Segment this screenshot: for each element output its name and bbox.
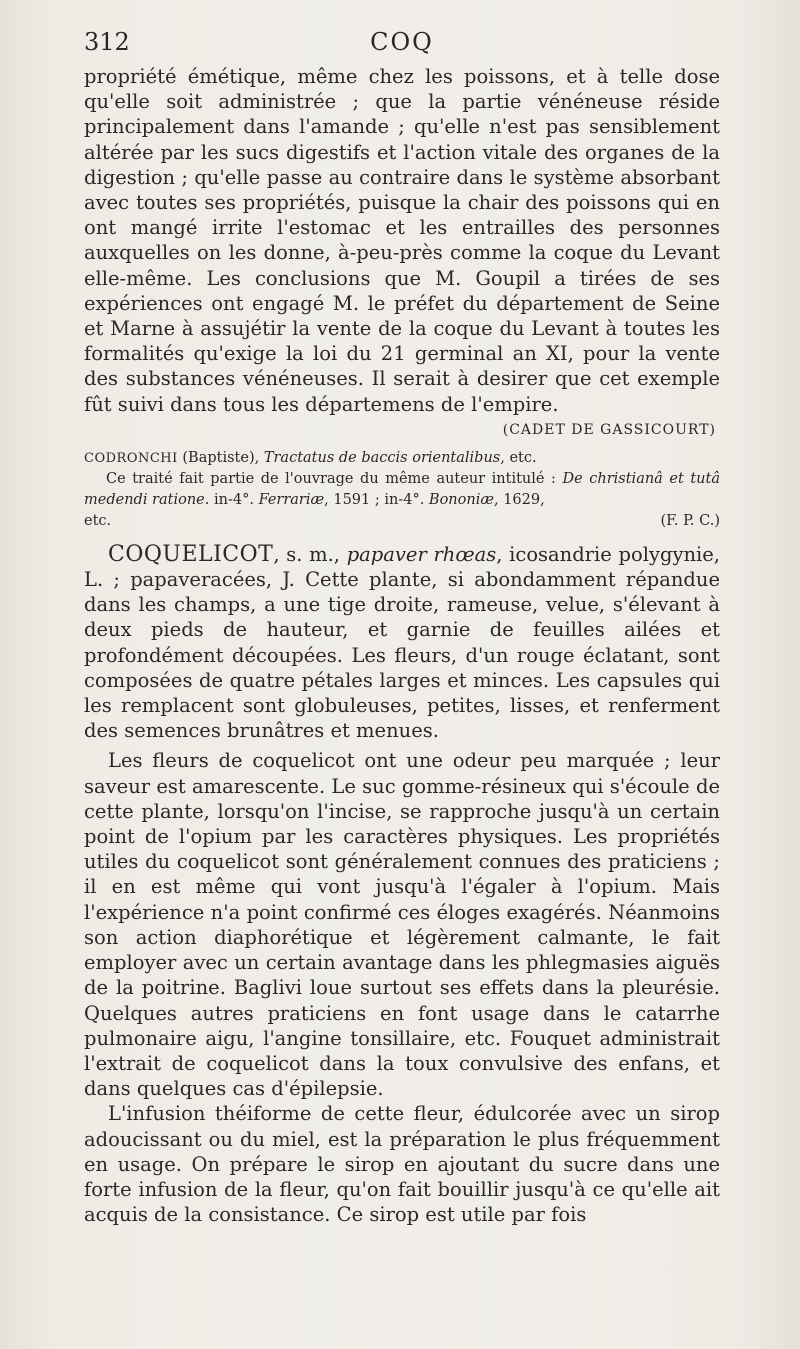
entry-paragraph-3: L'infusion théiforme de cette fleur, édulcorée avec un sirop adoucissant ou du miel, est la préparation le plus fréquemment en usage. On prépare le sirop en ajoutant du sucre dans une forte infusion de la fleur, qu'on fait bouillir jusqu'à ce qu'elle ait acquis de la consistance. Ce sirop est utile par fois — [84, 1102, 720, 1227]
biblio-place1: Ferrariæ — [258, 491, 325, 508]
page-header — [84, 28, 720, 62]
bibliography-entry — [84, 448, 720, 469]
biblio-note-rest3: , 1629, — [493, 491, 545, 508]
bibliography-end — [84, 511, 720, 532]
biblio-note-title: De christianâ et tutâ medendi ratione. — [84, 470, 720, 508]
entry-latin-name: papaver rhœas — [346, 542, 497, 566]
entry-paragraph-2: Les fleurs de coquelicot ont une odeur peu marquée ; leur saveur est amarescente. Le suc gomme-résineux qui s'écoule de cette plante, lorsqu'on l'incise, se rapproche jusqu'à un certain point de l'opium par les caractères physiques. Les propriétés utiles du coquelicot sont généralement connues des praticiens ; il en est même qui vont jusqu'à l'égaler à l'opium. Mais l'expérience n'a point confirmé ces éloges exagérés. Néanmoins son action diaphorétique et légèrement calmante, le fait employer avec un certain avantage dans les phlegmasies aiguës de la poitrine. Baglivi loue surtout ses effets dans la pleurésie. Quelques autres praticiens en font usage dans le catarrhe pulmonaire aigu, l'angine tonsillaire, etc. Fouquet administrait l'extrait de coquelicot dans la toux convulsive des enfans, et dans quelques cas d'épilepsie. — [84, 749, 720, 1101]
biblio-note-prefix: Ce traité fait partie de l'ouvrage du même auteur intitulé : — [106, 470, 556, 487]
running-head: COQ — [370, 28, 434, 56]
dictionary-entry — [84, 542, 720, 1227]
biblio-initials: (F. P. C.) — [660, 512, 720, 529]
biblio-place2: Bononiæ — [428, 491, 494, 508]
author-signature: (CADET DE GASSICOURT) — [502, 421, 716, 438]
biblio-etc: etc. — [84, 512, 112, 529]
biblio-author: CODRONCHI — [84, 450, 178, 466]
biblio-title: Tractatus de baccis orientalibus — [263, 449, 501, 466]
biblio-note-rest2: , 1591 ; in-4°. — [324, 491, 425, 508]
entry-headword: COQUELICOT — [108, 541, 274, 567]
page-content — [84, 64, 720, 1227]
biblio-after-title: , etc. — [500, 449, 537, 466]
entry-paragraph-1 — [84, 542, 720, 744]
entry-pos: , s. m., — [273, 542, 341, 566]
bibliography-note — [84, 469, 720, 511]
biblio-author-rest: (Baptiste), — [182, 449, 260, 466]
page-number: 312 — [84, 28, 130, 56]
biblio-note-rest1: in-4°. — [209, 491, 254, 508]
entry-description: , icosandrie polygynie, L. ; papaveracées, J. Cette plante, si abondamment répandue dans les champs, a une tige droite, rameuse, velue, s'élevant à deux pieds de hauteur, et garnie de feuilles ailées et profondément découpées. Les fleurs, d'un rouge éclatant, sont composées de quatre pétales larges et minces. Les capsules qui les remplacent sont globuleuses, petites, lisses, et renferment des semences brunâtres et menues. — [84, 542, 721, 743]
continued-paragraph: propriété émétique, même chez les poissons, et à telle dose qu'elle soit administrée ; que la partie vénéneuse réside principalement dans l'amande ; qu'elle n'est pas sensiblement altérée par les sucs digestifs et l'action vitale des organes de la digestion ; qu'elle passe au contraire dans le système absorbant avec toutes ses propriétés, puisque la chair des poissons qui en ont mangé irrite l'estomac et les entrailles des personnes auxquelles on les donne, à-peu-près comme la coque du Levant elle-même. Les conclusions que M. Goupil a tirées de ses expériences ont engagé M. le préfet du département de Seine et Marne à assujétir la vente de la coque du Levant à toutes les formalités qu'exige la loi du 21 germinal an XI, pour la vente des substances vénéneuses. Il serait à desirer que cet exemple fût suivi dans tous les départemens de l'empire. — [84, 65, 720, 416]
